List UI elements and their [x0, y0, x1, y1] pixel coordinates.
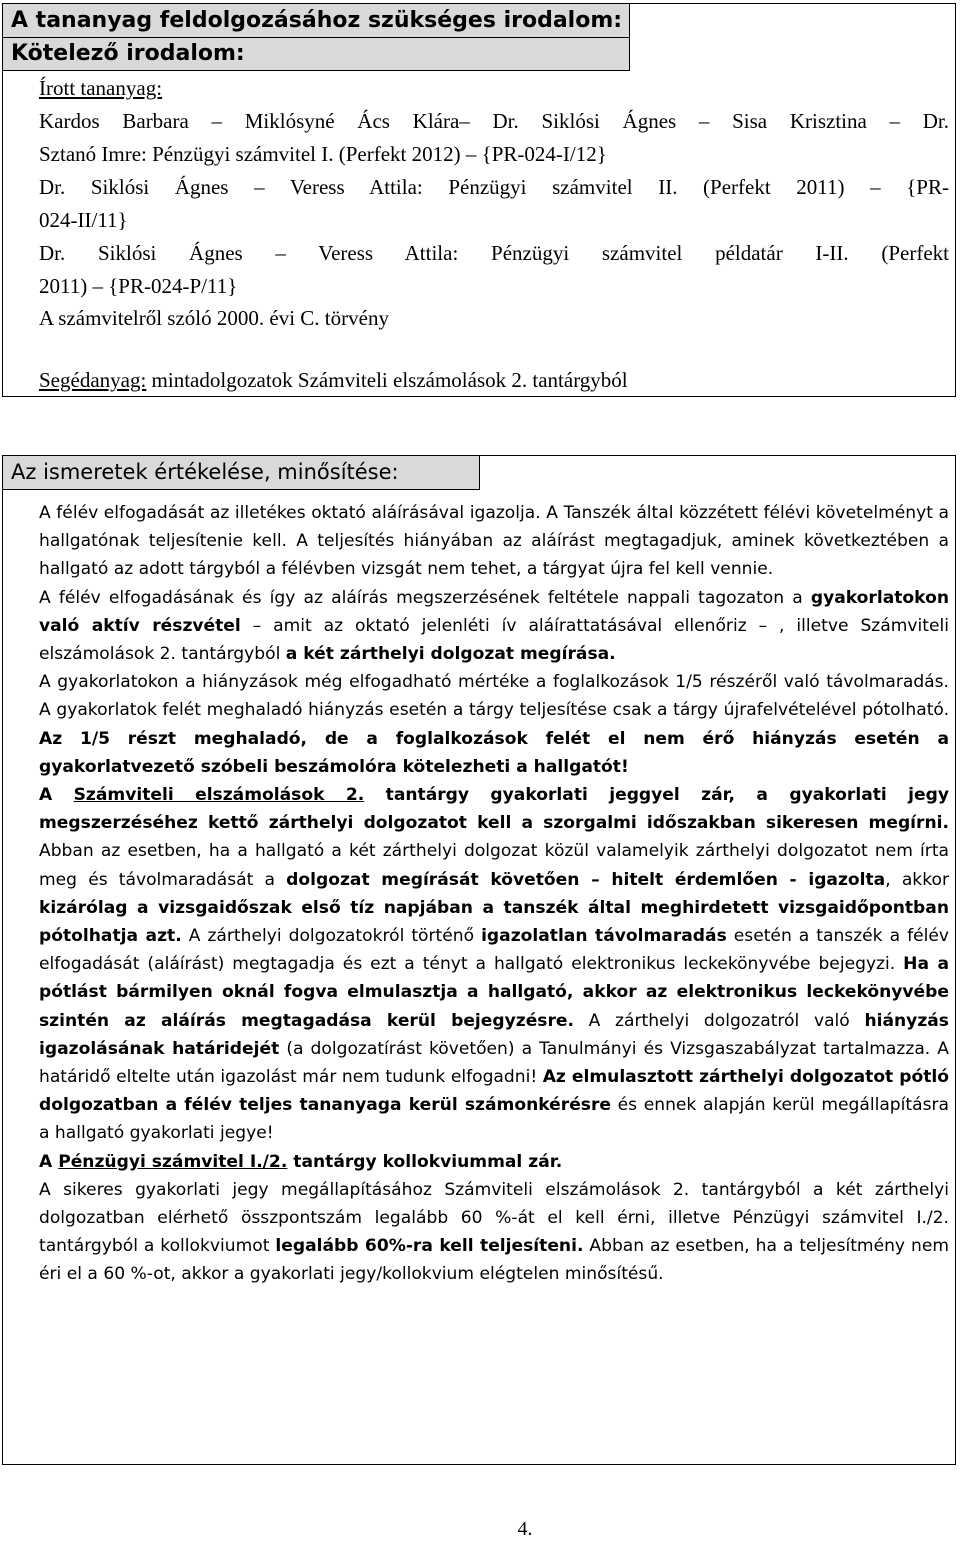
auxiliary-material-label: Segédanyag: — [39, 368, 147, 392]
page-number: 4. — [517, 1518, 533, 1540]
paragraph: A Számviteli elszámolások 2. tantárgy gyakorlati jeggyel zár, a gyakorlati jegy megszerzéséhez kettő zárthelyi dolgozatot kell a szorgalmi időszakban sikeresen megírni. Abban az esetben, ha a hallgató a két zárthelyi dolgozat közül valamelyik zárthelyi dolgozatot nem írta meg és távolmaradását a dolgozat megírását követően – hitelt érdemlően - igazolta, akkor kizárólag a vizsgaidőszak első tíz napjában a tanszék által meghirdetett vizsgaidőpontban pótolhatja azt. A zárthelyi dolgozatokról történő igazolatlan távolmaradás esetén a tanszék a félév elfogadását (aláírást) megtagadja és ezt a tényt a hallgató elektronikus leckekönyvébe bejegyzi. Ha a pótlást bármilyen oknál fogva elmulasztja a hallgató, akkor az elektronikus leckekönyvébe szintén az aláírás megtagadása kerül bejegyzésre. A zárthelyi dolgozatról való hiányzás igazolásának határidejét (a dolgozatírást követően) a Tanulmányi és Vizsgaszabályzat tartalmazza. A határidő eltelte után igazolást már nem tudunk elfogadni! Az elmulasztott zárthelyi dolgozatot pótló dolgozatban a félév teljes tananyaga kerül számonkérésre és ennek alapján kerül megállapításra a hallgató gyakorlati jegye! — [39, 785, 950, 1144]
auxiliary-material-text: mintadolgozatok Számviteli elszámolások 2. tantárgyból — [146, 368, 628, 392]
reference-line: 024-II/11} — [39, 208, 128, 232]
evaluation-heading: Az ismeretek értékelése, minősítése: — [2, 455, 480, 490]
reference-line: 2011) – {PR-024-P/11} — [39, 274, 238, 298]
literature-heading: A tananyag feldolgozásához szükséges irodalom: — [2, 3, 630, 38]
evaluation-body — [39, 499, 949, 1289]
paragraph: A gyakorlatokon a hiányzások még elfogadható mértéke a foglalkozások 1/5 részéről való távolmaradás. A gyakorlatok felét meghaladó hiányzás esetén a tárgy teljesítése csak a tárgy újrafelvételével pótolható. Az 1/5 részt meghaladó, de a foglalkozások felét el nem érő hiányzás esetén a gyakorlatvezető szóbeli beszámolóra kötelezheti a hallgatót! — [39, 672, 949, 777]
paragraph: A félév elfogadásának és így az aláírás megszerzésének feltétele nappali tagozaton a gyakorlatokon való aktív részvétel – amit az oktató jelenléti ív aláírattatásával ellenőriz – , illetve Számviteli elszámolások 2. tantárgyból a két zárthelyi dolgozat megírása. — [39, 587, 949, 665]
reference-line: Dr. Siklósi Ágnes – Veress Attila: Pénzügyi számvitel II. (Perfekt 2011) – {PR- — [39, 175, 949, 199]
auxiliary-material — [39, 368, 628, 393]
paragraph: A Pénzügyi számvitel I./2. tantárgy kollokviummal zár. — [39, 1151, 563, 1172]
written-material-label: Írott tananyag: — [39, 76, 163, 100]
paragraph: A sikeres gyakorlati jegy megállapításához Számviteli elszámolások 2. tantárgyból a két zárthelyi dolgozatban elérhető összpontszám legalább 60 %-át el kell érni, illetve Pénzügyi számvitel I./2. tantárgyból a kollokviumot legalább 60%-ra kell teljesíteni. Abban az esetben, ha a teljesítmény nem éri el a 60 %-ot, akkor a gyakorlati jegy/kollokvium elégtelen minősítésű. — [39, 1179, 949, 1285]
reference-line: Sztanó Imre: Pénzügyi számvitel I. (Perfekt 2012) – {PR-024-I/12} — [39, 142, 607, 166]
mandatory-literature-heading: Kötelező irodalom: — [2, 37, 630, 71]
paragraph: A félév elfogadását az illetékes oktató aláírásával igazolja. A Tanszék által közzétett félévi követelményt a hallgatónak teljesítenie kell. A teljesítés hiányában az aláírást megtagadjuk, aminek következtében a hallgató az adott tárgyból a félévben vizsgát nem tehet, a tárgyat újra fel kell vennie. — [39, 503, 949, 580]
reference-line: Dr. Siklósi Ágnes – Veress Attila: Pénzügyi számvitel példatár I-II. (Perfekt — [39, 241, 949, 265]
reference-line: A számvitelről szóló 2000. évi C. törvény — [39, 306, 389, 330]
reference-line: Kardos Barbara – Miklósyné Ács Klára– Dr. Siklósi Ágnes – Sisa Krisztina – Dr. — [39, 109, 949, 133]
